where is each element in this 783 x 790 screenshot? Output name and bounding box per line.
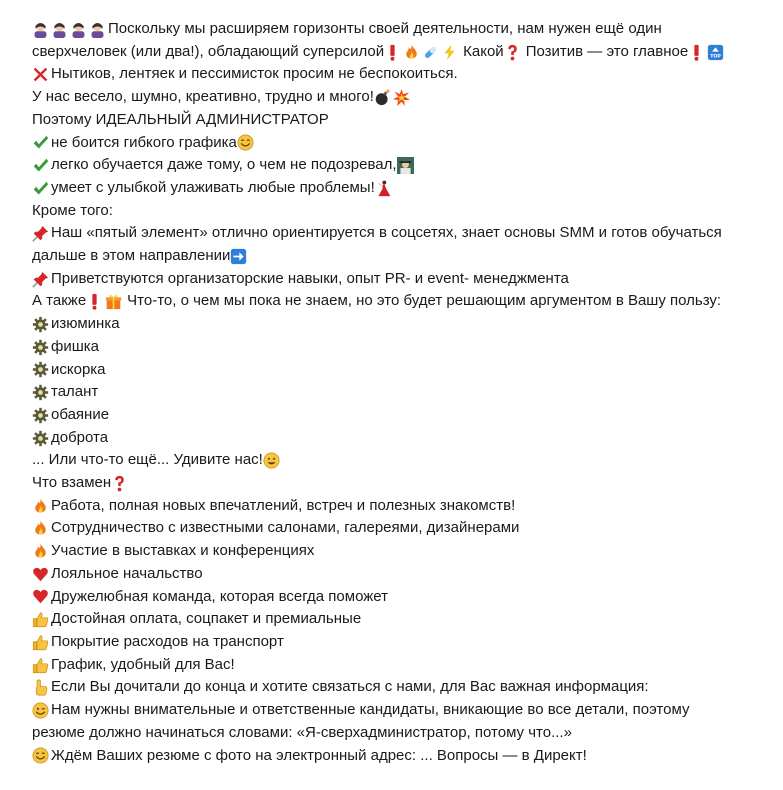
cross-icon bbox=[32, 66, 49, 83]
pill-icon bbox=[422, 44, 439, 61]
smile-icon bbox=[32, 747, 49, 764]
line-text: Ждём Ваших резюме с фото на электронный адрес: ... Вопросы — в Директ! bbox=[51, 746, 587, 764]
line-text: обаяние bbox=[51, 405, 110, 423]
gear-icon bbox=[32, 407, 49, 424]
thumbs-up-icon bbox=[32, 657, 49, 674]
text-line bbox=[32, 268, 765, 291]
line-text: Наш «пятый элемент» отлично ориентируется в соцсетях, знает основы SMM и готов обучаться bbox=[51, 224, 722, 242]
point-icon bbox=[32, 679, 49, 696]
line-text: талант bbox=[51, 383, 99, 401]
line-text: сверхчеловек (или два!), обладающий суперсилой bbox=[32, 42, 385, 60]
line-text: Достойная оплата, соцпакет и премиальные bbox=[51, 610, 362, 628]
fire-icon bbox=[32, 520, 49, 537]
gear-icon bbox=[32, 430, 49, 447]
line-text: искорка bbox=[51, 360, 106, 378]
line-text: доброта bbox=[51, 428, 109, 446]
text-line bbox=[32, 18, 765, 41]
thumbs-up-icon bbox=[32, 611, 49, 628]
gear-icon bbox=[32, 316, 49, 333]
line-text: Если Вы дочитали до конца и хотите связаться с нами, для Вас важная информация: bbox=[51, 678, 649, 696]
line-text: У нас весело, шумно, креативно, трудно и много! bbox=[32, 88, 374, 106]
text-line bbox=[32, 631, 765, 654]
text-line bbox=[32, 608, 765, 631]
gear-icon bbox=[32, 384, 49, 401]
line-text: Что взамен bbox=[32, 474, 112, 492]
text-line bbox=[32, 404, 765, 427]
bomb-icon bbox=[374, 89, 391, 106]
line-text: Покрытие расходов на транспорт bbox=[51, 632, 284, 650]
gear-icon bbox=[32, 361, 49, 378]
text-line bbox=[32, 86, 765, 109]
text-line bbox=[32, 200, 765, 223]
text-line bbox=[32, 540, 765, 563]
text-line bbox=[32, 381, 765, 404]
line-text: Какой bbox=[463, 42, 504, 60]
text-line bbox=[32, 586, 765, 609]
text-line bbox=[32, 109, 765, 132]
line-text: Поэтому ИДЕАЛЬНЫЙ АДМИНИСТРАТОР bbox=[32, 110, 329, 128]
heart-icon bbox=[32, 588, 49, 605]
person-icon bbox=[89, 21, 106, 38]
check-icon bbox=[32, 180, 49, 197]
svg-text:TOP: TOP bbox=[710, 54, 721, 60]
line-text: ... Или что-то ещё... Удивите нас! bbox=[32, 451, 263, 469]
heart-icon bbox=[32, 566, 49, 583]
top-icon bbox=[707, 44, 724, 61]
line-text: Нытиков, лентяек и пессимисток просим не беспокоиться. bbox=[51, 65, 458, 83]
text-line bbox=[32, 132, 765, 155]
text-line bbox=[32, 654, 765, 677]
check-icon bbox=[32, 134, 49, 151]
text-line bbox=[32, 154, 765, 177]
text-line bbox=[32, 472, 765, 495]
text-line bbox=[32, 563, 765, 586]
pin-icon bbox=[32, 271, 49, 288]
line-text: А также bbox=[32, 292, 87, 310]
line-text: Сотрудничество с известными салонами, галереями, дизайнерами bbox=[51, 519, 520, 537]
gift-icon bbox=[105, 293, 122, 310]
line-text: График, удобный для Вас! bbox=[51, 655, 235, 673]
student-icon bbox=[397, 157, 414, 174]
text-line bbox=[32, 676, 765, 699]
text-line bbox=[32, 290, 765, 313]
line-text: Приветствуются организаторские навыки, опыт PR- и event- менеджмента bbox=[51, 269, 569, 287]
smile-icon bbox=[237, 134, 254, 151]
text-line bbox=[32, 177, 765, 200]
line-text: Позитив — это главное bbox=[525, 42, 689, 60]
arrow-right-icon bbox=[230, 248, 247, 265]
line-text: Кроме того: bbox=[32, 201, 113, 219]
text-line bbox=[32, 722, 765, 745]
pin-icon bbox=[32, 225, 49, 242]
text-line bbox=[32, 222, 765, 245]
grin-icon bbox=[263, 452, 280, 469]
fire-icon bbox=[32, 498, 49, 515]
line-text: легко обучается даже тому, о чем не подозревал, bbox=[51, 156, 397, 174]
line-text: Нам нужны внимательные и ответственные кандидаты, вникающие во все детали, поэтому bbox=[51, 701, 690, 719]
check-icon bbox=[32, 157, 49, 174]
line-text: резюме должно начинаться словами: «Я-сверхадминистратор, потому что...» bbox=[32, 723, 572, 741]
exclamation-icon bbox=[86, 293, 103, 310]
gear-icon bbox=[32, 339, 49, 356]
line-text: дальше в этом направлении bbox=[32, 247, 231, 265]
text-line bbox=[32, 495, 765, 518]
text-line bbox=[32, 336, 765, 359]
person-icon bbox=[70, 21, 87, 38]
line-text: Работа, полная новых впечатлений, встреч и полезных знакомств! bbox=[51, 496, 516, 514]
question-icon bbox=[111, 475, 128, 492]
person-icon bbox=[32, 21, 49, 38]
fire-icon bbox=[403, 44, 420, 61]
line-text: Что-то, о чем мы пока не знаем, но это будет решающим аргументом в Вашу пользу: bbox=[127, 292, 722, 310]
thumbs-up-icon bbox=[32, 634, 49, 651]
text-line bbox=[32, 41, 765, 64]
text-line bbox=[32, 517, 765, 540]
line-text: фишка bbox=[51, 337, 99, 355]
collision-icon bbox=[393, 89, 410, 106]
exclamation-icon bbox=[384, 44, 401, 61]
line-text: Участие в выставках и конференциях bbox=[51, 542, 315, 560]
line-text: Лояльное начальство bbox=[51, 564, 203, 582]
line-text: Дружелюбная команда, которая всегда поможет bbox=[51, 587, 388, 605]
line-text: умеет с улыбкой улаживать любые проблемы! bbox=[51, 178, 375, 196]
line-text: Поскольку мы расширяем горизонты своей деятельности, нам нужен ещё один bbox=[108, 20, 662, 37]
text-line bbox=[32, 745, 765, 768]
lightning-icon bbox=[441, 44, 458, 61]
text-line bbox=[32, 313, 765, 336]
exclamation-icon bbox=[688, 44, 705, 61]
dancer-icon bbox=[375, 180, 392, 197]
text-line bbox=[32, 427, 765, 450]
line-text: не боится гибкого графика bbox=[51, 133, 237, 151]
line-text: изюминка bbox=[51, 315, 120, 333]
text-line bbox=[32, 359, 765, 382]
text-line bbox=[32, 63, 765, 86]
text-line bbox=[32, 449, 765, 472]
person-icon bbox=[51, 21, 68, 38]
question-icon bbox=[504, 44, 521, 61]
text-line bbox=[32, 245, 765, 268]
fire-icon bbox=[32, 543, 49, 560]
text-line bbox=[32, 699, 765, 722]
wink-icon bbox=[32, 702, 49, 719]
